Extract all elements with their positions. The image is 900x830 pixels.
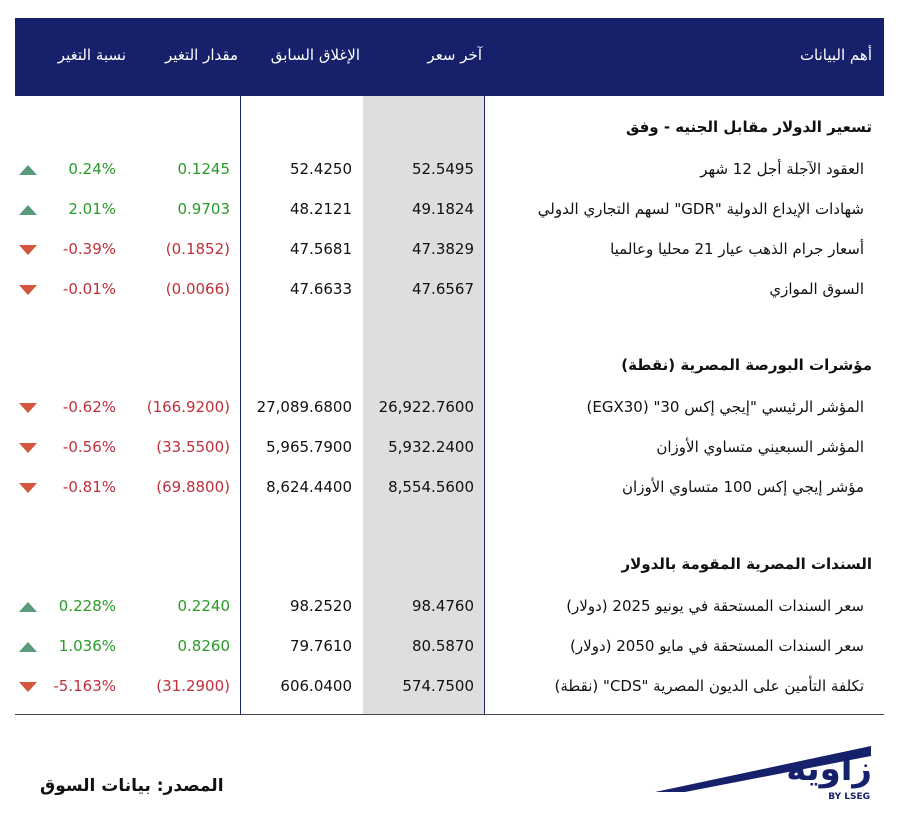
change-percent-value: -0.56%	[62, 438, 116, 456]
header-change-percent: نسبة التغير	[57, 46, 126, 64]
header-previous-close: الإغلاق السابق	[270, 46, 360, 64]
arrow-up-icon	[19, 165, 37, 175]
table-row	[15, 388, 884, 428]
last-price-value: 52.5495	[411, 160, 474, 178]
previous-close-value: 52.4250	[289, 160, 352, 178]
row-label: سعر السندات المستحقة في يونيو 2025 (دولار)	[566, 597, 864, 615]
header-label: أهم البيانات	[799, 46, 872, 64]
table-row	[15, 667, 884, 707]
row-label: المؤشر السبعيني متساوي الأوزان	[656, 438, 864, 456]
arrow-down-icon	[19, 483, 37, 493]
change-percent-value: -0.62%	[62, 398, 116, 416]
table-header	[15, 18, 884, 96]
previous-close-value: 98.2520	[289, 597, 352, 615]
row-label: السوق الموازي	[769, 280, 864, 298]
change-percent-value: 0.228%	[58, 597, 116, 615]
change-amount-value: 0.2240	[177, 597, 230, 615]
change-amount-value: 0.8260	[177, 637, 230, 655]
row-label: أسعار جرام الذهب عيار 21 محليا وعالميا	[610, 240, 864, 258]
source-note: المصدر: بيانات السوق	[40, 776, 224, 796]
market-data-table	[15, 18, 884, 715]
table-bottom-border	[15, 714, 884, 715]
change-percent-value: 0.24%	[68, 160, 116, 178]
section-title: السندات المصرية المقومة بالدولار	[621, 555, 872, 573]
change-percent-value: -0.39%	[62, 240, 116, 258]
table-row	[15, 627, 884, 667]
section-title: مؤشرات البورصة المصرية (نقطة)	[621, 356, 872, 374]
row-label: شهادات الإيداع الدولية "GDR" لسهم التجاري الدولي	[537, 200, 864, 218]
last-price-value: 8,554.5600	[388, 478, 474, 496]
row-label: العقود الآجلة أجل 12 شهر	[700, 160, 864, 178]
arrow-up-icon	[19, 205, 37, 215]
table-row	[15, 190, 884, 230]
section-title: تسعير الدولار مقابل الجنيه - وفق	[625, 118, 872, 136]
change-percent-value: -0.81%	[62, 478, 116, 496]
change-percent-value: 2.01%	[68, 200, 116, 218]
header-change-amount: مقدار التغير	[165, 46, 238, 64]
last-price-value: 574.7500	[402, 677, 474, 695]
arrow-down-icon	[19, 403, 37, 413]
last-price-value: 98.4760	[411, 597, 474, 615]
change-amount-value: (69.8800)	[156, 478, 230, 496]
change-amount-value: 0.1245	[177, 160, 230, 178]
change-percent-value: 1.036%	[58, 637, 116, 655]
previous-close-value: 606.0400	[280, 677, 352, 695]
previous-close-value: 8,624.4400	[266, 478, 352, 496]
previous-close-value: 47.5681	[289, 240, 352, 258]
change-percent-value: -5.163%	[53, 677, 116, 695]
change-amount-value: (31.2900)	[156, 677, 230, 695]
row-label: مؤشر إيجي إكس 100 متساوي الأوزان	[622, 478, 864, 496]
row-label: تكلفة التأمين على الديون المصرية "CDS" (نقطة)	[554, 677, 864, 695]
previous-close-value: 5,965.7900	[266, 438, 352, 456]
previous-close-value: 47.6633	[289, 280, 352, 298]
last-price-value: 49.1824	[411, 200, 474, 218]
change-amount-value: 0.9703	[177, 200, 230, 218]
change-amount-value: (0.1852)	[165, 240, 230, 258]
table-row	[15, 587, 884, 627]
last-price-value: 47.3829	[411, 240, 474, 258]
change-amount-value: (166.9200)	[146, 398, 230, 416]
arrow-up-icon	[19, 602, 37, 612]
arrow-down-icon	[19, 245, 37, 255]
previous-close-value: 48.2121	[289, 200, 352, 218]
previous-close-value: 79.7610	[289, 637, 352, 655]
previous-close-value: 27,089.6800	[256, 398, 352, 416]
header-last-price: آخر سعر	[427, 46, 482, 64]
change-percent-value: -0.01%	[62, 280, 116, 298]
table-row	[15, 468, 884, 508]
arrow-up-icon	[19, 642, 37, 652]
logo-wordmark: زاوية	[786, 749, 872, 789]
row-label: سعر السندات المستحقة في مايو 2050 (دولار)	[570, 637, 864, 655]
change-amount-value: (33.5500)	[156, 438, 230, 456]
table-row	[15, 270, 884, 310]
last-price-value: 47.6567	[411, 280, 474, 298]
table-row	[15, 230, 884, 270]
last-price-value: 5,932.2400	[388, 438, 474, 456]
table-row	[15, 150, 884, 190]
logo-subtitle: BY LSEG	[828, 792, 870, 802]
last-price-value: 26,922.7600	[378, 398, 474, 416]
table-row	[15, 428, 884, 468]
arrow-down-icon	[19, 443, 37, 453]
row-label: المؤشر الرئيسي "إيجي إكس 30" (EGX30)	[586, 398, 864, 416]
arrow-down-icon	[19, 285, 37, 295]
last-price-value: 80.5870	[411, 637, 474, 655]
change-amount-value: (0.0066)	[165, 280, 230, 298]
arrow-down-icon	[19, 682, 37, 692]
